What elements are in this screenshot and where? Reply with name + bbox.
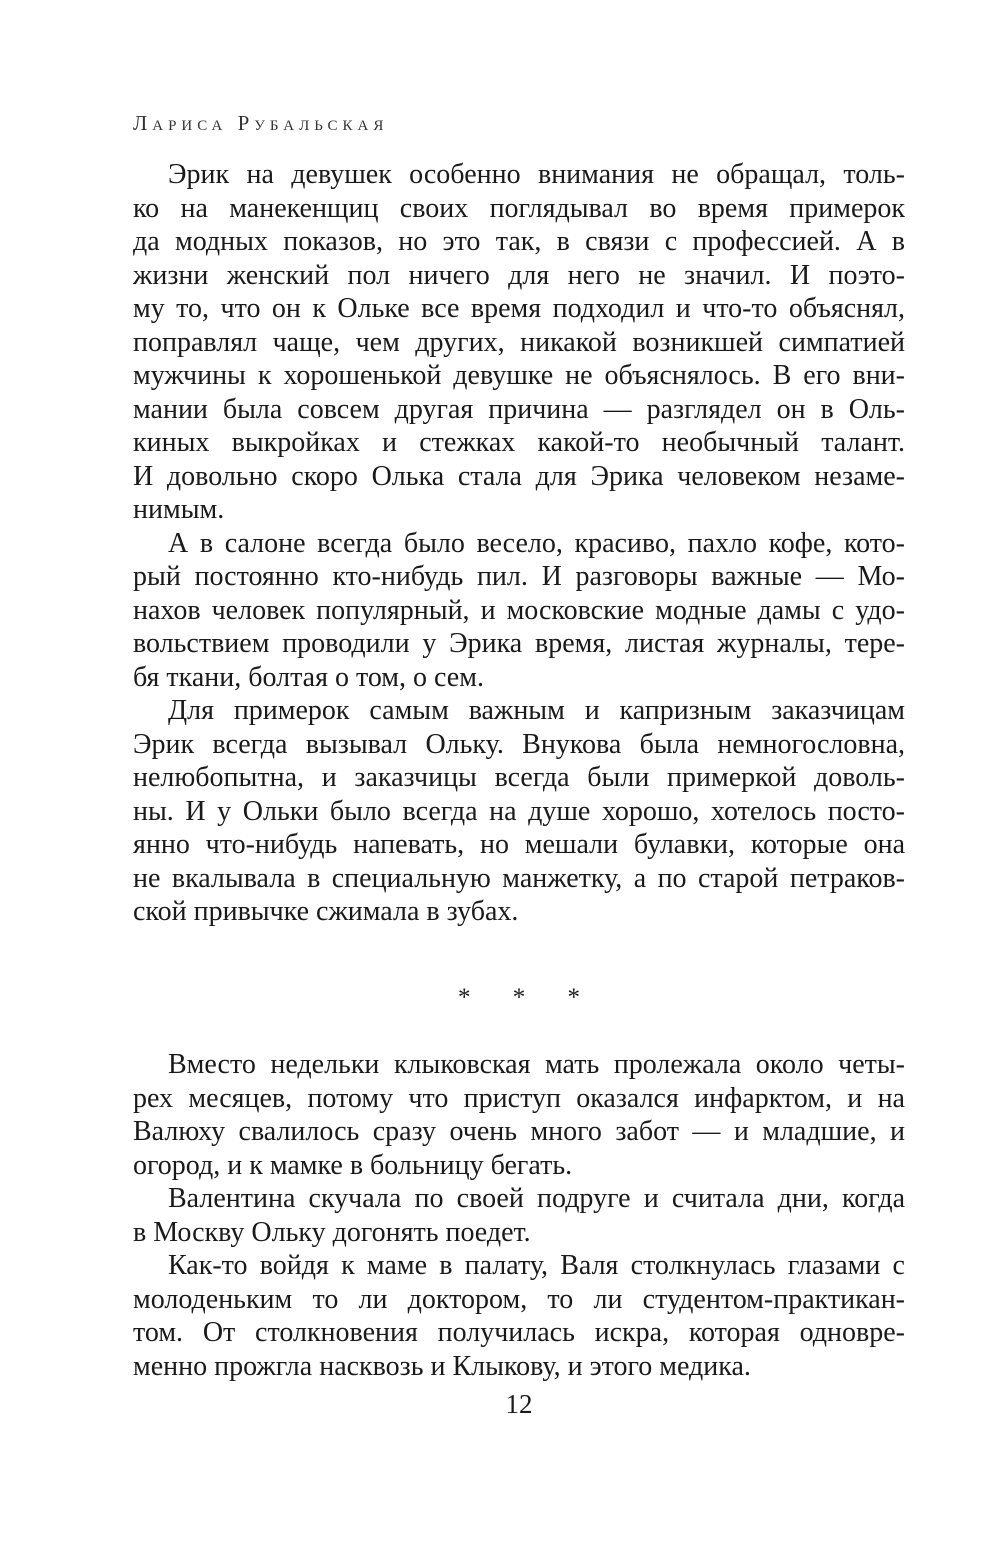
text-line: рех месяцев, потому что приступ оказался инфарктом, и на [133, 1082, 905, 1114]
text-line: янно что-нибудь напевать, но мешали булавки, которые она [133, 829, 905, 860]
paragraph [133, 694, 905, 929]
text-line: жизни женский пол ничего для него не значил. И поэто- [133, 259, 905, 291]
text-line: нелюбопытна, и заказчицы всегда были примеркой доволь- [133, 762, 905, 793]
text-line: Для примерок самым важным и капризным заказчицам [168, 695, 905, 726]
text-line: да модных показов, но это так, в связи с профессией. А в [133, 226, 905, 257]
paragraph [133, 1048, 905, 1182]
text-line: огород, и к мамке в больницу бегать. [133, 1149, 573, 1181]
text-line: том. От столкновения получилась искра, которая одновре- [133, 1317, 905, 1348]
text-line: киных выкройках и стежках какой-то необычный талант. [133, 427, 905, 458]
text-line: ны. И у Ольки было всегда на душе хорошо, хотелось посто- [133, 795, 905, 827]
text-line: не вкалывала в специальную манжетку, а по старой петраков- [133, 862, 905, 894]
paragraph [133, 1182, 905, 1249]
text-line: нахов человек популярный, и московские модные дамы с удо- [133, 594, 905, 626]
text-line: ской привычке сжимала в зубах. [133, 896, 519, 927]
text-line: поправлял чаще, чем других, никакой возникшей симпатией [133, 326, 905, 358]
running-header: Лариса Рубальская [133, 111, 389, 135]
text-line: ко на манекенщиц своих поглядывал во время примерок [133, 192, 905, 224]
text-line: И довольно скоро Олька стала для Эрика человеком незаме- [133, 460, 905, 492]
text-line: Эрик на девушек особенно внимания не обращал, толь- [168, 159, 905, 190]
text-line: молоденьким то ли доктором, то ли студентом-практикан- [133, 1283, 905, 1315]
text-line: бя ткани, болтая о том, о сем. [133, 661, 484, 693]
paragraph [133, 527, 905, 695]
text-line: Валюху свалилось сразу очень много забот — и младшие, и [133, 1116, 905, 1147]
text-line: вольствием проводили у Эрика время, листая журналы, тере- [133, 628, 905, 659]
text-line: А в салоне всегда было весело, красиво, пахло кофе, кото- [168, 527, 905, 559]
paragraph [133, 158, 905, 527]
text-line: Как-то войдя к маме в палату, Валя столкнулась глазами с [168, 1250, 905, 1281]
text-line: мании была совсем другая причина — разглядел он в Оль- [133, 393, 905, 425]
text-line: менно прожгла насквозь и Клыкову, и этого медика. [133, 1350, 751, 1382]
text-line: нимым. [133, 494, 225, 525]
text-line: Эрик всегда вызывал Ольку. Внукова была немногословна, [133, 728, 905, 760]
text-line: мужчины к хорошенькой девушке не объяснялось. В его вни- [133, 360, 905, 391]
text-line: му то, что он к Ольке все время подходил и что-то объяснял, [133, 293, 905, 324]
page-number: 12 [505, 1389, 533, 1419]
text-line: Вместо недельки клыковская мать пролежала около четы- [168, 1049, 905, 1080]
text-line: рый постоянно кто-нибудь пил. И разговоры важные — Мо- [133, 561, 905, 592]
section-separator: * * * [458, 983, 580, 1011]
body-text [133, 158, 905, 1383]
text-line: Валентина скучала по своей подруге и считала дни, когда [168, 1183, 905, 1214]
paragraph [133, 1249, 905, 1383]
text-line: в Москву Ольку догонять поедет. [133, 1216, 531, 1248]
